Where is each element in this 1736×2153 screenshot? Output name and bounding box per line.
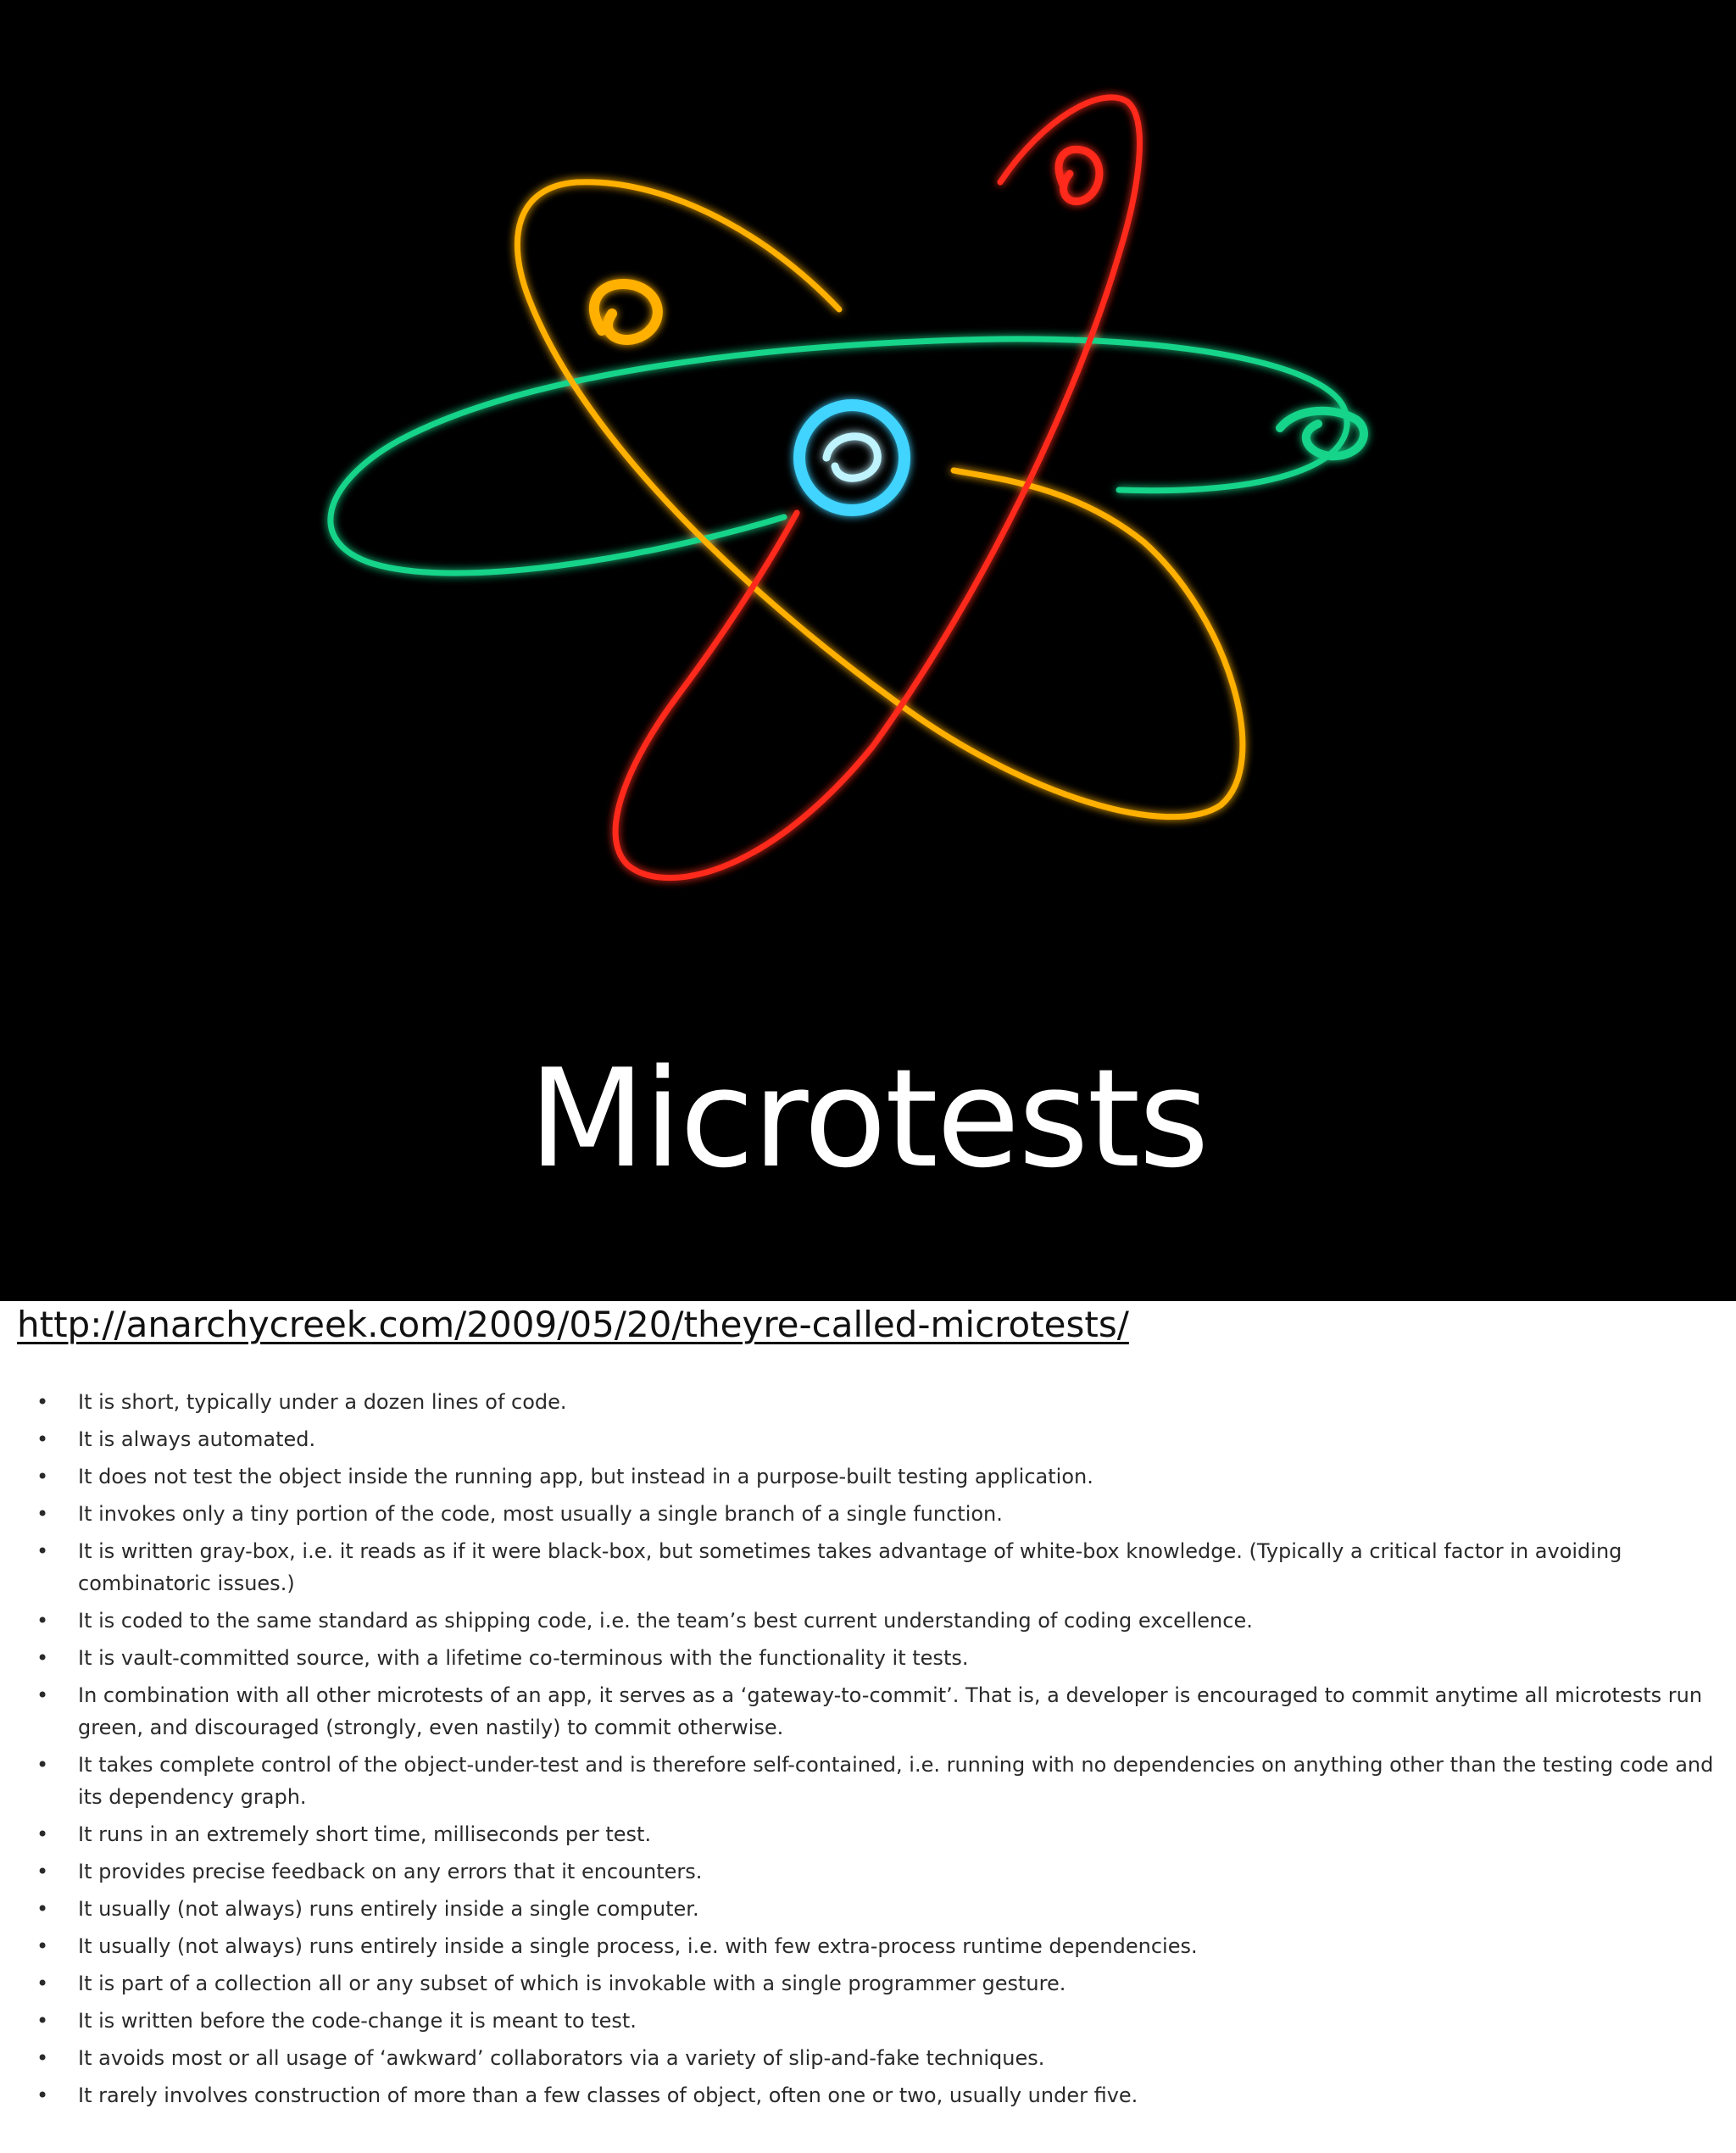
- list-item: • It takes complete control of the object-under-test and is therefore self-contained, i.e. running with no dependencies on anything other than the testing code and its dependency graph.: [0, 1749, 1736, 1813]
- green-electron: [1280, 411, 1364, 456]
- notes-link[interactable]: http://anarchycreek.com/2009/05/20/theyre-called-microtests/: [17, 1304, 1129, 1345]
- list-item: • It is written gray-box, i.e. it reads as if it were black-box, but sometimes takes advantage of white-box knowledge. (Typically a critical factor in avoiding combinatoric issues.): [0, 1535, 1736, 1599]
- list-item: • It rarely involves construction of more than a few classes of object, often one or two, usually under five.: [0, 2079, 1736, 2111]
- list-item: • It usually (not always) runs entirely inside a single computer.: [0, 1893, 1736, 1925]
- list-item: • It is vault-committed source, with a lifetime co-terminous with the functionality it tests.: [0, 1642, 1736, 1674]
- list-item: • It is written before the code-change it is meant to test.: [0, 2005, 1736, 2037]
- list-item: • In combination with all other microtests of an app, it serves as a ‘gateway-to-commit’. That is, a developer is encouraged to commit anytime all microtests run green, and discouraged (strongly, even nastily) to commit otherwise.: [0, 1679, 1736, 1744]
- list-item: • It runs in an extremely short time, milliseconds per test.: [0, 1818, 1736, 1850]
- list-item: • It is always automated.: [0, 1423, 1736, 1455]
- list-item: • It usually (not always) runs entirely inside a single process, i.e. with few extra-process runtime dependencies.: [0, 1930, 1736, 1962]
- notes-bullet-list: [0, 1386, 1736, 2117]
- nucleus: [799, 405, 904, 510]
- list-item: • It is part of a collection all or any subset of which is invokable with a single programmer gesture.: [0, 1967, 1736, 2000]
- list-item: • It is coded to the same standard as shipping code, i.e. the team’s best current understanding of coding excellence.: [0, 1605, 1736, 1637]
- list-item: • It does not test the object inside the running app, but instead in a purpose-built testing application.: [0, 1460, 1736, 1493]
- list-item: • It is short, typically under a dozen lines of code.: [0, 1386, 1736, 1418]
- list-item: • It provides precise feedback on any errors that it encounters.: [0, 1855, 1736, 1888]
- list-item: • It invokes only a tiny portion of the code, most usually a single branch of a single function.: [0, 1498, 1736, 1530]
- green-orbit: [331, 339, 1347, 573]
- red-electron: [1059, 149, 1099, 201]
- red-orbit: [615, 97, 1139, 878]
- slide-title: Microtests: [528, 1039, 1208, 1198]
- orange-electron: [594, 284, 658, 340]
- list-item: • It avoids most or all usage of ‘awkward’ collaborators via a variety of slip-and-fake techniques.: [0, 2042, 1736, 2074]
